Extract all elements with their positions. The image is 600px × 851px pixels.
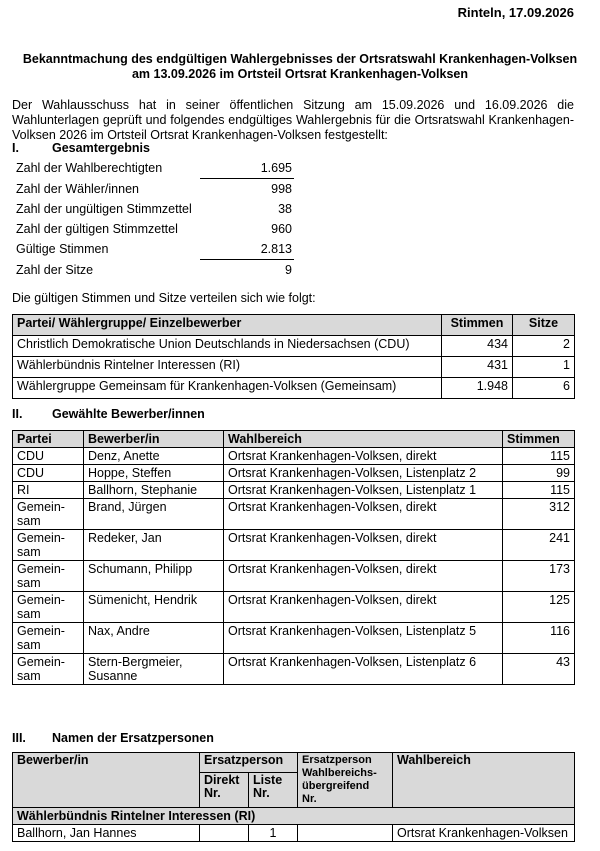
- party-name: Christlich Demokratische Union Deutschlands in Niedersachsen (CDU): [13, 336, 442, 357]
- title-line-2: am 13.09.2026 im Ortsteil Ortsrat Krankenhagen-Volksen: [131, 67, 469, 81]
- elected-votes: 173: [503, 561, 575, 592]
- summary-label: Gültige Stimmen: [16, 242, 109, 257]
- summary-table: [12, 158, 294, 280]
- party-votes: 431: [442, 357, 513, 378]
- col-header-list: Liste Nr.: [249, 772, 298, 807]
- party-seats: 2: [513, 336, 575, 357]
- elected-area: Ortsrat Krankenhagen-Volksen, direkt: [224, 592, 503, 623]
- summary-label: Zahl der ungültigen Stimmzettel: [16, 202, 192, 216]
- summary-label: Zahl der Wahlberechtigten: [16, 161, 163, 176]
- title-line-1: Bekanntmachung des endgültigen Wahlergebnisses der Ortsratswahl Krankenhagen-Volksen: [22, 52, 578, 66]
- group-row: Wählerbündnis Rintelner Interessen (RI): [13, 808, 575, 825]
- elected-candidate: Stern-Bergmeier, Susanne: [84, 654, 224, 685]
- elected-votes: 241: [503, 530, 575, 561]
- elected-votes: 125: [503, 592, 575, 623]
- summary-value: 998: [271, 182, 292, 196]
- summary-row: [12, 158, 294, 179]
- document-title: [12, 52, 588, 82]
- elected-party: Gemein- sam: [13, 561, 84, 592]
- party-votes: 434: [442, 336, 513, 357]
- col-header-direct: Direkt Nr.: [200, 772, 249, 807]
- substitute-direct-nr: [200, 825, 249, 842]
- elected-votes: 115: [503, 448, 575, 465]
- section-number: II.: [12, 407, 23, 421]
- elected-party: Gemein- sam: [13, 592, 84, 623]
- elected-area: Ortsrat Krankenhagen-Volksen, Listenplatz 6: [224, 654, 503, 685]
- elected-votes: 43: [503, 654, 575, 685]
- table-row: [13, 357, 575, 378]
- party-seats: 6: [513, 378, 575, 399]
- elected-candidate: Nax, Andre: [84, 623, 224, 654]
- elected-area: Ortsrat Krankenhagen-Volksen, direkt: [224, 530, 503, 561]
- summary-row: [12, 260, 294, 281]
- col-header-seats: Sitze: [513, 315, 575, 336]
- elected-area: Ortsrat Krankenhagen-Volksen, Listenplatz 5: [224, 623, 503, 654]
- party-name: Wählergruppe Gemeinsam für Krankenhagen-Volksen (Gemeinsam): [13, 378, 442, 399]
- col-header-votes: Stimmen: [442, 315, 513, 336]
- party-seats: 1: [513, 357, 575, 378]
- elected-votes: 116: [503, 623, 575, 654]
- table-row: [13, 465, 575, 482]
- table-row: [13, 825, 575, 842]
- col-header-area: Wahlbereich: [224, 431, 503, 448]
- section-3-heading: [12, 731, 214, 745]
- elected-candidate: Sümenicht, Hendrik: [84, 592, 224, 623]
- substitute-candidate: Ballhorn, Jan Hannes: [13, 825, 200, 842]
- col-header-area: Wahlbereich: [393, 753, 575, 808]
- intro-paragraph: Der Wahlausschuss hat in seiner öffentlichen Sitzung am 15.09.2026 und 16.09.2026 die Wahlunterlagen geprüft und folgendes endgültiges Wahlergebnis für die Ortsratswahl Krankenhagen-Volksen 2026 im Ortsteil Ortsrat Krankenhagen-Volksen festgestellt:: [12, 98, 574, 142]
- substitute-list-nr: 1: [249, 825, 298, 842]
- col-header-cross-area: [298, 753, 393, 808]
- elected-party: Gemein- sam: [13, 499, 84, 530]
- elected-votes: 115: [503, 482, 575, 499]
- table-row: [13, 499, 575, 530]
- summary-value: 2.813: [200, 239, 294, 260]
- elected-votes: 99: [503, 465, 575, 482]
- elected-party: Gemein- sam: [13, 530, 84, 561]
- elected-candidate: Brand, Jürgen: [84, 499, 224, 530]
- col-header-party: Partei/ Wählergruppe/ Einzelbewerber: [13, 315, 442, 336]
- summary-row: [12, 219, 294, 239]
- summary-label: Zahl der Wähler/innen: [16, 181, 139, 196]
- section-title: Namen der Ersatzpersonen: [52, 731, 214, 745]
- elected-area: Ortsrat Krankenhagen-Volksen, direkt: [224, 561, 503, 592]
- elected-party: CDU: [13, 448, 84, 465]
- table-row: [13, 592, 575, 623]
- col-header-substitute-group: Ersatzperson: [200, 753, 298, 773]
- parties-table: [12, 314, 575, 399]
- summary-row: [12, 199, 294, 219]
- place-date: Rinteln, 17.09.2026: [457, 5, 574, 20]
- summary-value: 9: [285, 263, 292, 277]
- section-1-heading: [12, 141, 150, 155]
- elected-votes: 312: [503, 499, 575, 530]
- col-header-candidate: Bewerber/in: [84, 431, 224, 448]
- elected-party: CDU: [13, 465, 84, 482]
- elected-area: Ortsrat Krankenhagen-Volksen, Listenplatz 1: [224, 482, 503, 499]
- elected-candidate: Hoppe, Steffen: [84, 465, 224, 482]
- elected-party: Gemein- sam: [13, 623, 84, 654]
- elected-area: Ortsrat Krankenhagen-Volksen, Listenplatz 2: [224, 465, 503, 482]
- col-header-votes: Stimmen: [503, 431, 575, 448]
- summary-label: Zahl der Sitze: [16, 262, 94, 277]
- elected-candidate: Ballhorn, Stephanie: [84, 482, 224, 499]
- table-row: [13, 623, 575, 654]
- section-number: III.: [12, 731, 26, 745]
- elected-area: Ortsrat Krankenhagen-Volksen, direkt: [224, 499, 503, 530]
- summary-value: 38: [278, 202, 292, 216]
- section-number: I.: [12, 141, 19, 155]
- elected-table: [12, 430, 575, 685]
- substitute-area: Ortsrat Krankenhagen-Volksen: [393, 825, 575, 842]
- summary-value: 960: [271, 222, 292, 236]
- elected-party: Gemein- sam: [13, 654, 84, 685]
- table-row: [13, 530, 575, 561]
- col-header-party: Partei: [13, 431, 84, 448]
- party-name: Wählerbündnis Rintelner Interessen (RI): [13, 357, 442, 378]
- table-row: [13, 448, 575, 465]
- summary-label: Zahl der gültigen Stimmzettel: [16, 222, 178, 236]
- col-header-candidate: Bewerber/in: [13, 753, 200, 808]
- section-2-heading: [12, 407, 205, 421]
- section-title: Gesamtergebnis: [52, 141, 150, 155]
- elected-party: RI: [13, 482, 84, 499]
- elected-candidate: Denz, Anette: [84, 448, 224, 465]
- substitutes-table: [12, 752, 575, 842]
- substitute-cross-nr: [298, 825, 393, 842]
- table-row: [13, 378, 575, 399]
- elected-area: Ortsrat Krankenhagen-Volksen, direkt: [224, 448, 503, 465]
- table-row: [13, 654, 575, 685]
- distribution-lead: Die gültigen Stimmen und Sitze verteilen sich wie folgt:: [12, 291, 316, 305]
- table-row: [13, 482, 575, 499]
- summary-value: 1.695: [200, 158, 294, 179]
- party-votes: 1.948: [442, 378, 513, 399]
- elected-candidate: Schumann, Philipp: [84, 561, 224, 592]
- cross-area-label: Ersatzperson Wahlbereichs- übergreifend Nr.: [302, 754, 377, 805]
- section-title: Gewählte Bewerber/innen: [52, 407, 205, 421]
- elected-candidate: Redeker, Jan: [84, 530, 224, 561]
- summary-row: [12, 179, 294, 200]
- table-row: [13, 561, 575, 592]
- table-row: [13, 336, 575, 357]
- summary-row: [12, 239, 294, 260]
